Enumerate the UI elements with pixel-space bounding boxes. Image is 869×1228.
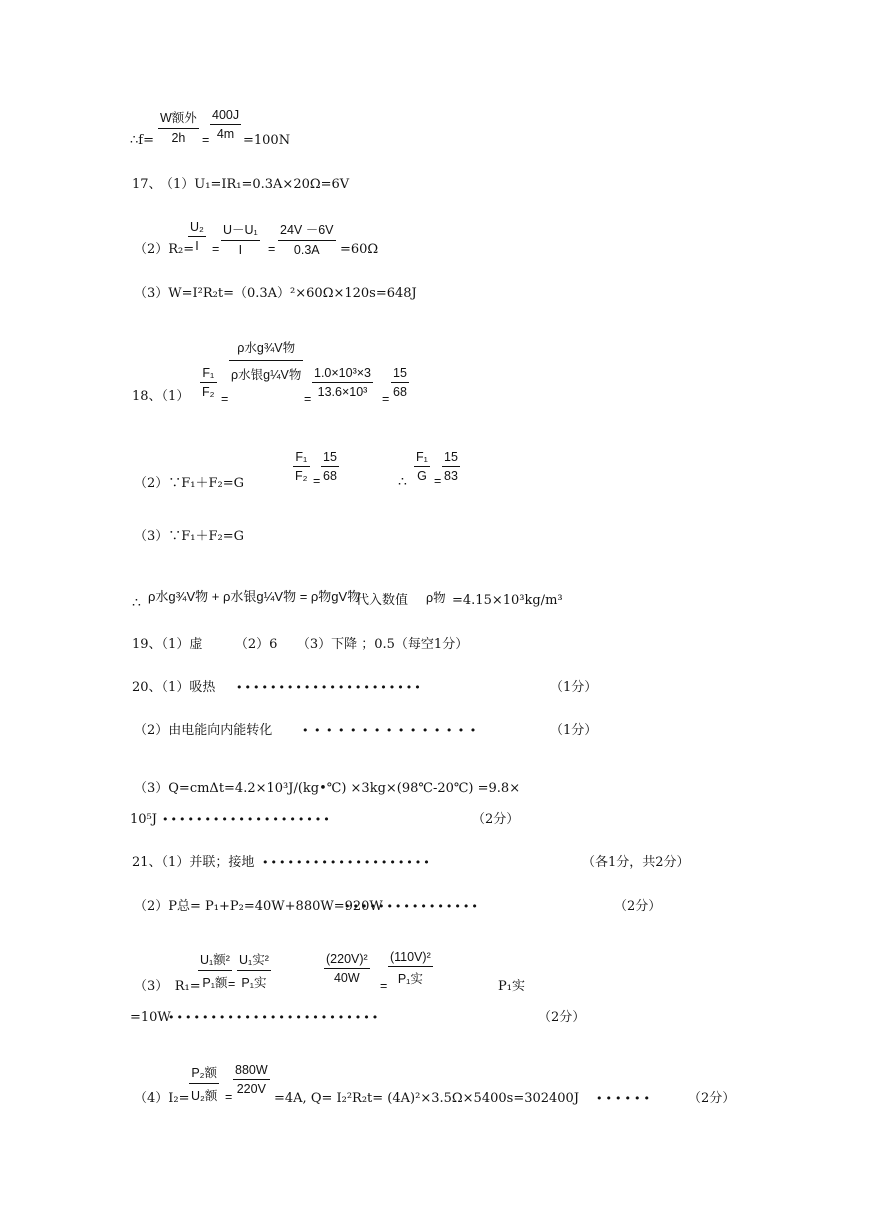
p21-line1-dots: •••••••••••••••••••• — [262, 856, 432, 869]
p20-line3: （3）Q=cmΔt=4.2×10³J/(kg•℃) ×3kg×(98℃-20℃) =9.8× — [134, 781, 521, 796]
p18-l1-fraction-4 — [391, 366, 409, 399]
p18-l1-big-fraction — [229, 338, 303, 383]
p21-l5-f1-num: P₂额 — [189, 1063, 219, 1084]
p18-l1-f3-num: 1.0×10³×3 — [312, 366, 373, 383]
p21-line1-score: （各1分，共2分） — [582, 855, 690, 870]
p17-l2-result: =60Ω — [340, 242, 379, 257]
p20-line4-score: （2分） — [472, 812, 520, 827]
p21-l3-f3-num: (220V)² — [324, 952, 370, 969]
p21-line4: =10W — [130, 1010, 171, 1025]
p18-l2-fraction-a — [293, 450, 310, 483]
p20-line1-dots: •••••••••••••••••••••• — [236, 681, 423, 694]
p17-l2-f3-num: 24V －6V — [278, 220, 336, 241]
p21-l5-fraction-2 — [233, 1063, 270, 1096]
p21-l3-tail: P₁实 — [498, 979, 525, 994]
p21-line4-dots: ••••••••••••••••••••••••• — [168, 1011, 381, 1024]
p17-l2-fraction-1 — [188, 220, 206, 253]
p18-l2-fa-num: F₁ — [293, 450, 310, 467]
p18-l1-big-num: ρ水g¾V物 — [229, 338, 303, 361]
p18-l2-fb-num: 15 — [321, 450, 339, 467]
p16-f2-den: 4m — [216, 127, 235, 141]
p17-l2-f2-den: I — [238, 243, 243, 257]
p21-l5-score: （2分） — [688, 1091, 736, 1106]
p21-l5-f1-den: U₂额 — [191, 1089, 218, 1103]
p18-l1-eq2: = — [304, 392, 312, 406]
p18-line3-text: （3）∵F₁＋F₂=G — [134, 529, 245, 544]
p17-l2-fraction-3 — [278, 220, 336, 257]
p18-l1-f4-den: 68 — [393, 385, 407, 399]
p18-l2-therefore: ∴ — [398, 474, 407, 490]
p16-f2-num: 400J — [210, 108, 241, 125]
p20-line2: （2）由电能向内能转化 — [134, 723, 273, 738]
p16-fraction-1 — [158, 108, 199, 145]
p18-l2-fraction-b — [321, 450, 339, 483]
p21-l3-f1-den: P₁额 — [202, 976, 228, 990]
p18-l1-big-den: ρ水银g¼V物 — [231, 368, 302, 382]
p18-l1-f1-den: F₂ — [202, 385, 215, 399]
p18-l1-eq1: = — [221, 392, 229, 406]
p17-line1: （1）U₁=IR₁=0.3A×20Ω=6V — [160, 177, 350, 192]
p21-l3-f1-num: U₁额² — [198, 950, 232, 971]
p21-line2: （2）P总= P₁+P₂=40W+880W=920W — [134, 899, 383, 914]
p20-line2-score: （1分） — [550, 723, 598, 738]
p18-l2-eq1: = — [313, 474, 321, 488]
p21-l5-f2-num: 880W — [233, 1063, 270, 1080]
p18-l2-fb-den: 68 — [323, 469, 337, 483]
p18-l2-fc-num: F₁ — [414, 450, 430, 467]
p21-l3-eq2: = — [380, 979, 388, 993]
p18-l2-fa-den: F₂ — [295, 469, 308, 483]
p17-l2-f2-num: U－U₁ — [221, 220, 260, 241]
p17-l2-f1-num: U₂ — [188, 220, 206, 237]
p16-f1-num: W额外 — [158, 108, 199, 129]
p19-line: 19、（1）虚 （2）6 （3）下降 ；0.5（每空1分） — [132, 637, 469, 652]
p21-l5-fraction-1 — [189, 1063, 219, 1104]
p18-l1-fraction-3 — [312, 366, 373, 399]
p20-line4-dots: •••••••••••••••••••• — [162, 813, 332, 826]
p18-l2-fc-den: G — [417, 469, 427, 483]
p17-l2-f1-den: I — [195, 239, 199, 253]
p17-l2-eq2: = — [268, 242, 276, 256]
p21-line2-score: （2分） — [614, 899, 662, 914]
p18-l2-fraction-d — [442, 450, 460, 483]
p21-l3-eq1: = — [228, 977, 236, 991]
p18-l4-value: =4.15×10³kg/m³ — [452, 593, 563, 608]
p18-l2-fd-den: 83 — [444, 469, 458, 483]
p20-line1: 20、（1）吸热 — [132, 680, 216, 695]
p20-line4: 10⁵J — [130, 812, 157, 827]
p18-l1-fraction-1 — [200, 366, 217, 399]
p21-line2-dots: •••••••••••••••• — [344, 900, 480, 913]
p16-eq: = — [202, 133, 210, 147]
p21-l3-f2-num: U₁实² — [237, 950, 271, 971]
p21-l5-f2-den: 220V — [236, 1082, 266, 1096]
p18-l2-fd-num: 15 — [442, 450, 460, 467]
p17-l2-prefix: （2）R₂= — [134, 242, 195, 257]
p18-l4-equation: ρ水g¾V物 + ρ水银g¼V物 = ρ物gV物 — [148, 589, 361, 604]
p21-l3-fraction-1 — [198, 950, 232, 991]
p18-l2-eq2: = — [434, 474, 442, 488]
p21-l3-f4-den: P₁实 — [397, 972, 423, 986]
p21-l5-prefix: （4）I₂= — [134, 1091, 190, 1106]
p18-line2-text: （2）∵F₁＋F₂=G — [134, 476, 245, 491]
p21-l3-f3-den: 40W — [333, 971, 360, 985]
p20-line1-score: （1分） — [550, 680, 598, 695]
p16-result: =100N — [243, 133, 291, 148]
p21-l3-fraction-3 — [324, 952, 370, 985]
p21-l3-f4-num: (110V)² — [388, 950, 433, 967]
p18-l2-fraction-c — [414, 450, 430, 483]
p16-f1-den: 2h — [171, 131, 186, 145]
p21-l3-fraction-2 — [237, 950, 271, 991]
p18-l1-f3-den: 13.6×10³ — [317, 385, 368, 399]
p21-l5-dots: •••••• — [596, 1092, 653, 1105]
p17-line3: （3）W=I²R₂t=（0.3A）²×60Ω×120s=648J — [134, 286, 417, 301]
p21-line1: 21、（1）并联；接地 — [132, 855, 255, 870]
p17-label: 17、 — [132, 177, 162, 192]
p17-l2-f3-den: 0.3A — [293, 243, 320, 257]
p21-l3-prefix: （3） R₁= — [134, 979, 201, 994]
p16-fraction-2 — [210, 108, 241, 141]
p17-l2-eq1: = — [212, 242, 220, 256]
p16-prefix: ∴f= — [130, 133, 154, 148]
p20-line2-dots: • • • • • • • • • • • • • • • — [302, 724, 478, 737]
p21-line4-score: （2分） — [538, 1010, 586, 1025]
p18-l4-substitute: 代入数值 — [356, 593, 409, 608]
p18-label: 18、（1） — [132, 389, 190, 404]
p21-l3-fraction-4 — [388, 950, 433, 987]
p18-l1-f1-num: F₁ — [200, 366, 217, 383]
p18-l4-rho: ρ物 — [426, 591, 446, 605]
p18-l1-eq3: = — [382, 392, 390, 406]
p21-l5-eq1: = — [225, 1090, 233, 1104]
p21-l5-text: =4A, Q= I₂²R₂t= (4A)²×3.5Ω×5400s=302400J — [274, 1091, 580, 1106]
p17-l2-fraction-2 — [221, 220, 260, 257]
p21-l3-f2-den: P₁实 — [241, 976, 267, 990]
p18-l4-therefore: ∴ — [132, 595, 141, 611]
p18-l1-f4-num: 15 — [391, 366, 409, 383]
